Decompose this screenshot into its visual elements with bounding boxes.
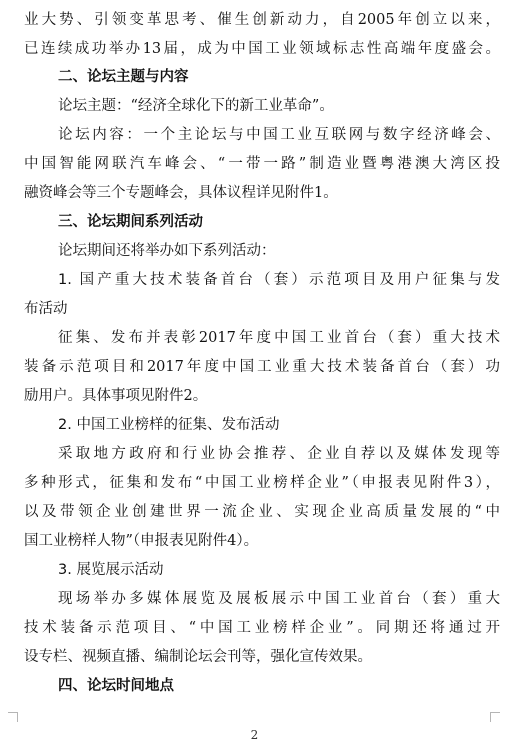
body-line: 已连续成功举办13届，成为中国工业领域标志性高端年度盛会。 <box>24 41 500 57</box>
section-heading: 二、论坛主题与内容 <box>58 69 189 85</box>
subsection-heading: 1. 国产重大技术装备首台（套）示范项目及用户征集与发 <box>58 272 500 288</box>
subsection-heading: 3. 展览展示活动 <box>58 562 164 578</box>
body-line: 装备示范项目和2017年度中国工业重大技术装备首台（套）功 <box>24 359 500 375</box>
body-line: 论坛主题：“经济全球化下的新工业革命”。 <box>58 98 334 114</box>
margin-corner-mark <box>8 712 18 722</box>
body-line: 多种形式，征集和发布“中国工业榜样企业”（申报表见附件3）， <box>24 475 500 491</box>
body-line: 国工业榜样人物”（申报表见附件4）。 <box>24 533 259 549</box>
body-line: 中国智能网联汽车峰会、“一带一路”制造业暨粤港澳大湾区投 <box>24 156 500 172</box>
body-line: 设专栏、视频直播、编制论坛会刊等，强化宣传效果。 <box>24 649 372 665</box>
body-line: 融资峰会等三个专题峰会，具体议程详见附件1。 <box>24 185 338 201</box>
section-heading: 四、论坛时间地点 <box>58 678 174 694</box>
body-line: 现场举办多媒体展览及展板展示中国工业首台（套）重大 <box>58 591 500 607</box>
body-line: 采取地方政府和行业协会推荐、企业自荐以及媒体发现等 <box>58 446 500 462</box>
margin-corner-mark <box>490 712 500 722</box>
subsection-heading: 2. 中国工业榜样的征集、发布活动 <box>58 417 280 433</box>
body-line: 业大势、引领变革思考、催生创新动力，自2005年创立以来， <box>24 12 500 28</box>
subsection-heading: 布活动 <box>24 301 68 317</box>
body-line: 技术装备示范项目、“中国工业榜样企业”。同期还将通过开 <box>24 620 500 636</box>
body-line: 征集、发布并表彰2017年度中国工业首台（套）重大技术 <box>58 330 500 346</box>
body-line: 以及带领企业创建世界一流企业、实现企业高质量发展的“中 <box>24 504 500 520</box>
body-line: 励用户。具体事项见附件2。 <box>24 388 208 404</box>
section-heading: 三、论坛期间系列活动 <box>58 214 203 230</box>
body-line: 论坛期间还将举办如下系列活动： <box>58 243 276 259</box>
body-line: 论坛内容：一个主论坛与中国工业互联网与数字经济峰会、 <box>58 127 500 143</box>
page-number: 2 <box>250 728 259 742</box>
